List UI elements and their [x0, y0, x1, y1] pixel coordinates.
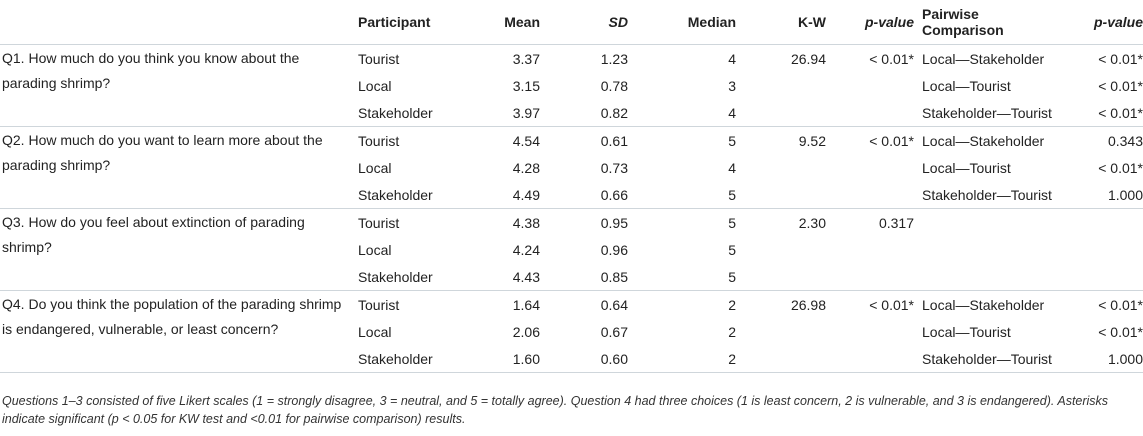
header-kw: K-W: [736, 0, 826, 45]
pairwise-cell: Local—Stakeholder: [922, 50, 1045, 67]
participant-cell: Local: [358, 323, 392, 340]
question-cell: Q4. Do you think the population of the parading shrimp is endangered, vulnerable, or least concern?: [0, 291, 352, 373]
kw-cell: [736, 236, 826, 263]
p-value-2-cell: < 0.01*: [1098, 296, 1143, 313]
participant-cell: Local: [358, 241, 392, 258]
p-value-2-cell: < 0.01*: [1098, 323, 1143, 340]
pairwise-cell: Local—Tourist: [922, 77, 1011, 94]
sd-cell: 0.66: [540, 181, 628, 209]
header-question: [0, 0, 352, 45]
p-value-cell: < 0.01*: [869, 296, 914, 313]
mean-cell: 4.28: [512, 159, 540, 176]
mean-cell: 3.37: [512, 50, 540, 67]
p-value-cell: [826, 318, 914, 345]
pairwise-cell: Stakeholder—Tourist: [914, 345, 1064, 373]
pairwise-cell: [914, 263, 1064, 291]
kw-cell: [736, 72, 826, 99]
kw-cell: [736, 263, 826, 291]
participant-cell: Stakeholder: [352, 99, 462, 127]
kw-cell: 26.98: [790, 296, 826, 313]
p-value-cell: [826, 236, 914, 263]
p-value-2-cell: < 0.01*: [1098, 50, 1143, 67]
p-value-cell: [826, 72, 914, 99]
mean-cell: 3.15: [512, 77, 540, 94]
participant-cell: Tourist: [358, 296, 400, 313]
p-value-cell: [826, 99, 914, 127]
pairwise-cell: Stakeholder—Tourist: [914, 99, 1064, 127]
sd-cell: 0.85: [540, 263, 628, 291]
header-mean: Mean: [462, 0, 540, 45]
header-p-value: p-value: [826, 0, 914, 45]
question-cell: Q2. How much do you want to learn more about the parading shrimp?: [0, 127, 352, 209]
p-value-2-cell: 1.000: [1064, 181, 1143, 209]
median-cell: 5: [728, 132, 736, 149]
p-value-2-cell: < 0.01*: [1098, 159, 1143, 176]
median-cell: 4: [728, 159, 736, 176]
median-cell: 2: [728, 296, 736, 313]
pairwise-cell: Local—Stakeholder: [922, 132, 1045, 149]
sd-cell: 0.64: [600, 296, 628, 313]
p-value-cell: [826, 181, 914, 209]
pairwise-cell: [914, 236, 1064, 263]
table-body: [0, 45, 1143, 373]
sd-cell: 0.61: [600, 132, 628, 149]
question-cell: Q1. How much do you think you know about the parading shrimp?: [0, 45, 352, 127]
median-cell: 3: [728, 77, 736, 94]
median-cell: 2: [628, 345, 736, 373]
pairwise-cell: Local—Tourist: [922, 159, 1011, 176]
header-median: Median: [628, 0, 736, 45]
median-cell: 5: [628, 263, 736, 291]
mean-cell: 4.49: [462, 181, 540, 209]
pairwise-cell: Stakeholder—Tourist: [914, 181, 1064, 209]
mean-cell: 4.54: [512, 132, 540, 149]
kw-cell: [736, 318, 826, 345]
p-value-2-cell: [1064, 263, 1143, 291]
sd-cell: 0.67: [600, 323, 628, 340]
participant-cell: Tourist: [358, 132, 400, 149]
kw-cell: 26.94: [790, 50, 826, 67]
p-value-2-cell: [1064, 236, 1143, 263]
participant-cell: Stakeholder: [352, 345, 462, 373]
header-p-value-2: p-value: [1064, 0, 1143, 45]
header-pairwise: Pairwise Comparison: [914, 0, 1064, 45]
kw-cell: [736, 181, 826, 209]
question-cell: Q3. How do you feel about extinction of parading shrimp?: [0, 209, 352, 291]
mean-cell: 1.60: [462, 345, 540, 373]
p-value-cell: [826, 263, 914, 291]
p-value-2-cell: 1.000: [1064, 345, 1143, 373]
pairwise-cell: [914, 209, 1064, 237]
mean-cell: 3.97: [462, 99, 540, 127]
table-row: [0, 291, 1143, 319]
header-sd: SD: [540, 0, 628, 45]
p-value-2-cell: 0.343: [1107, 132, 1143, 149]
p-value-cell: < 0.01*: [869, 132, 914, 149]
p-value-2-cell: < 0.01*: [1098, 77, 1143, 94]
sd-cell: 0.96: [600, 241, 628, 258]
median-cell: 5: [628, 181, 736, 209]
p-value-cell: < 0.01*: [869, 50, 914, 67]
table-row: [0, 127, 1143, 155]
sd-cell: 0.82: [540, 99, 628, 127]
mean-cell: 4.43: [462, 263, 540, 291]
mean-cell: 1.64: [512, 296, 540, 313]
kw-cell: [736, 345, 826, 373]
kw-cell: [736, 99, 826, 127]
kw-cell: 9.52: [798, 132, 826, 149]
median-cell: 5: [728, 241, 736, 258]
sd-cell: 1.23: [600, 50, 628, 67]
sd-cell: 0.78: [600, 77, 628, 94]
mean-cell: 4.38: [512, 214, 540, 231]
mean-cell: 4.24: [512, 241, 540, 258]
participant-cell: Local: [358, 77, 392, 94]
median-cell: 2: [728, 323, 736, 340]
p-value-2-cell: [1064, 209, 1143, 237]
participant-cell: Local: [358, 159, 392, 176]
median-cell: 4: [728, 50, 736, 67]
mean-cell: 2.06: [512, 323, 540, 340]
kw-cell: [736, 154, 826, 181]
p-value-cell: 0.317: [878, 214, 914, 231]
sd-cell: 0.60: [540, 345, 628, 373]
pairwise-cell: Local—Tourist: [922, 323, 1011, 340]
sd-cell: 0.73: [600, 159, 628, 176]
header-participant: Participant: [352, 0, 462, 45]
median-cell: 5: [728, 214, 736, 231]
header-row: [0, 0, 1143, 45]
pairwise-cell: Local—Stakeholder: [922, 296, 1045, 313]
sd-cell: 0.95: [600, 214, 628, 231]
kw-cell: 2.30: [798, 214, 826, 231]
participant-cell: Tourist: [358, 214, 400, 231]
p-value-cell: [826, 154, 914, 181]
p-value-cell: [826, 345, 914, 373]
p-value-2-cell: < 0.01*: [1064, 99, 1143, 127]
table-footnote: Questions 1–3 consisted of five Likert scales (1 = strongly disagree, 3 = neutral, and 5 = totally agree). Question 4 had three choices (1 is least concern, 2 is vulnerable, and 3 is endangered). Asterisks indicate significant (p < 0.05 for KW test and <0.01 for pairwise comparison) results.: [2, 394, 1109, 426]
participant-cell: Stakeholder: [352, 181, 462, 209]
participant-cell: Stakeholder: [352, 263, 462, 291]
median-cell: 4: [628, 99, 736, 127]
participant-cell: Tourist: [358, 50, 400, 67]
table-row: [0, 209, 1143, 237]
table-row: [0, 45, 1143, 73]
